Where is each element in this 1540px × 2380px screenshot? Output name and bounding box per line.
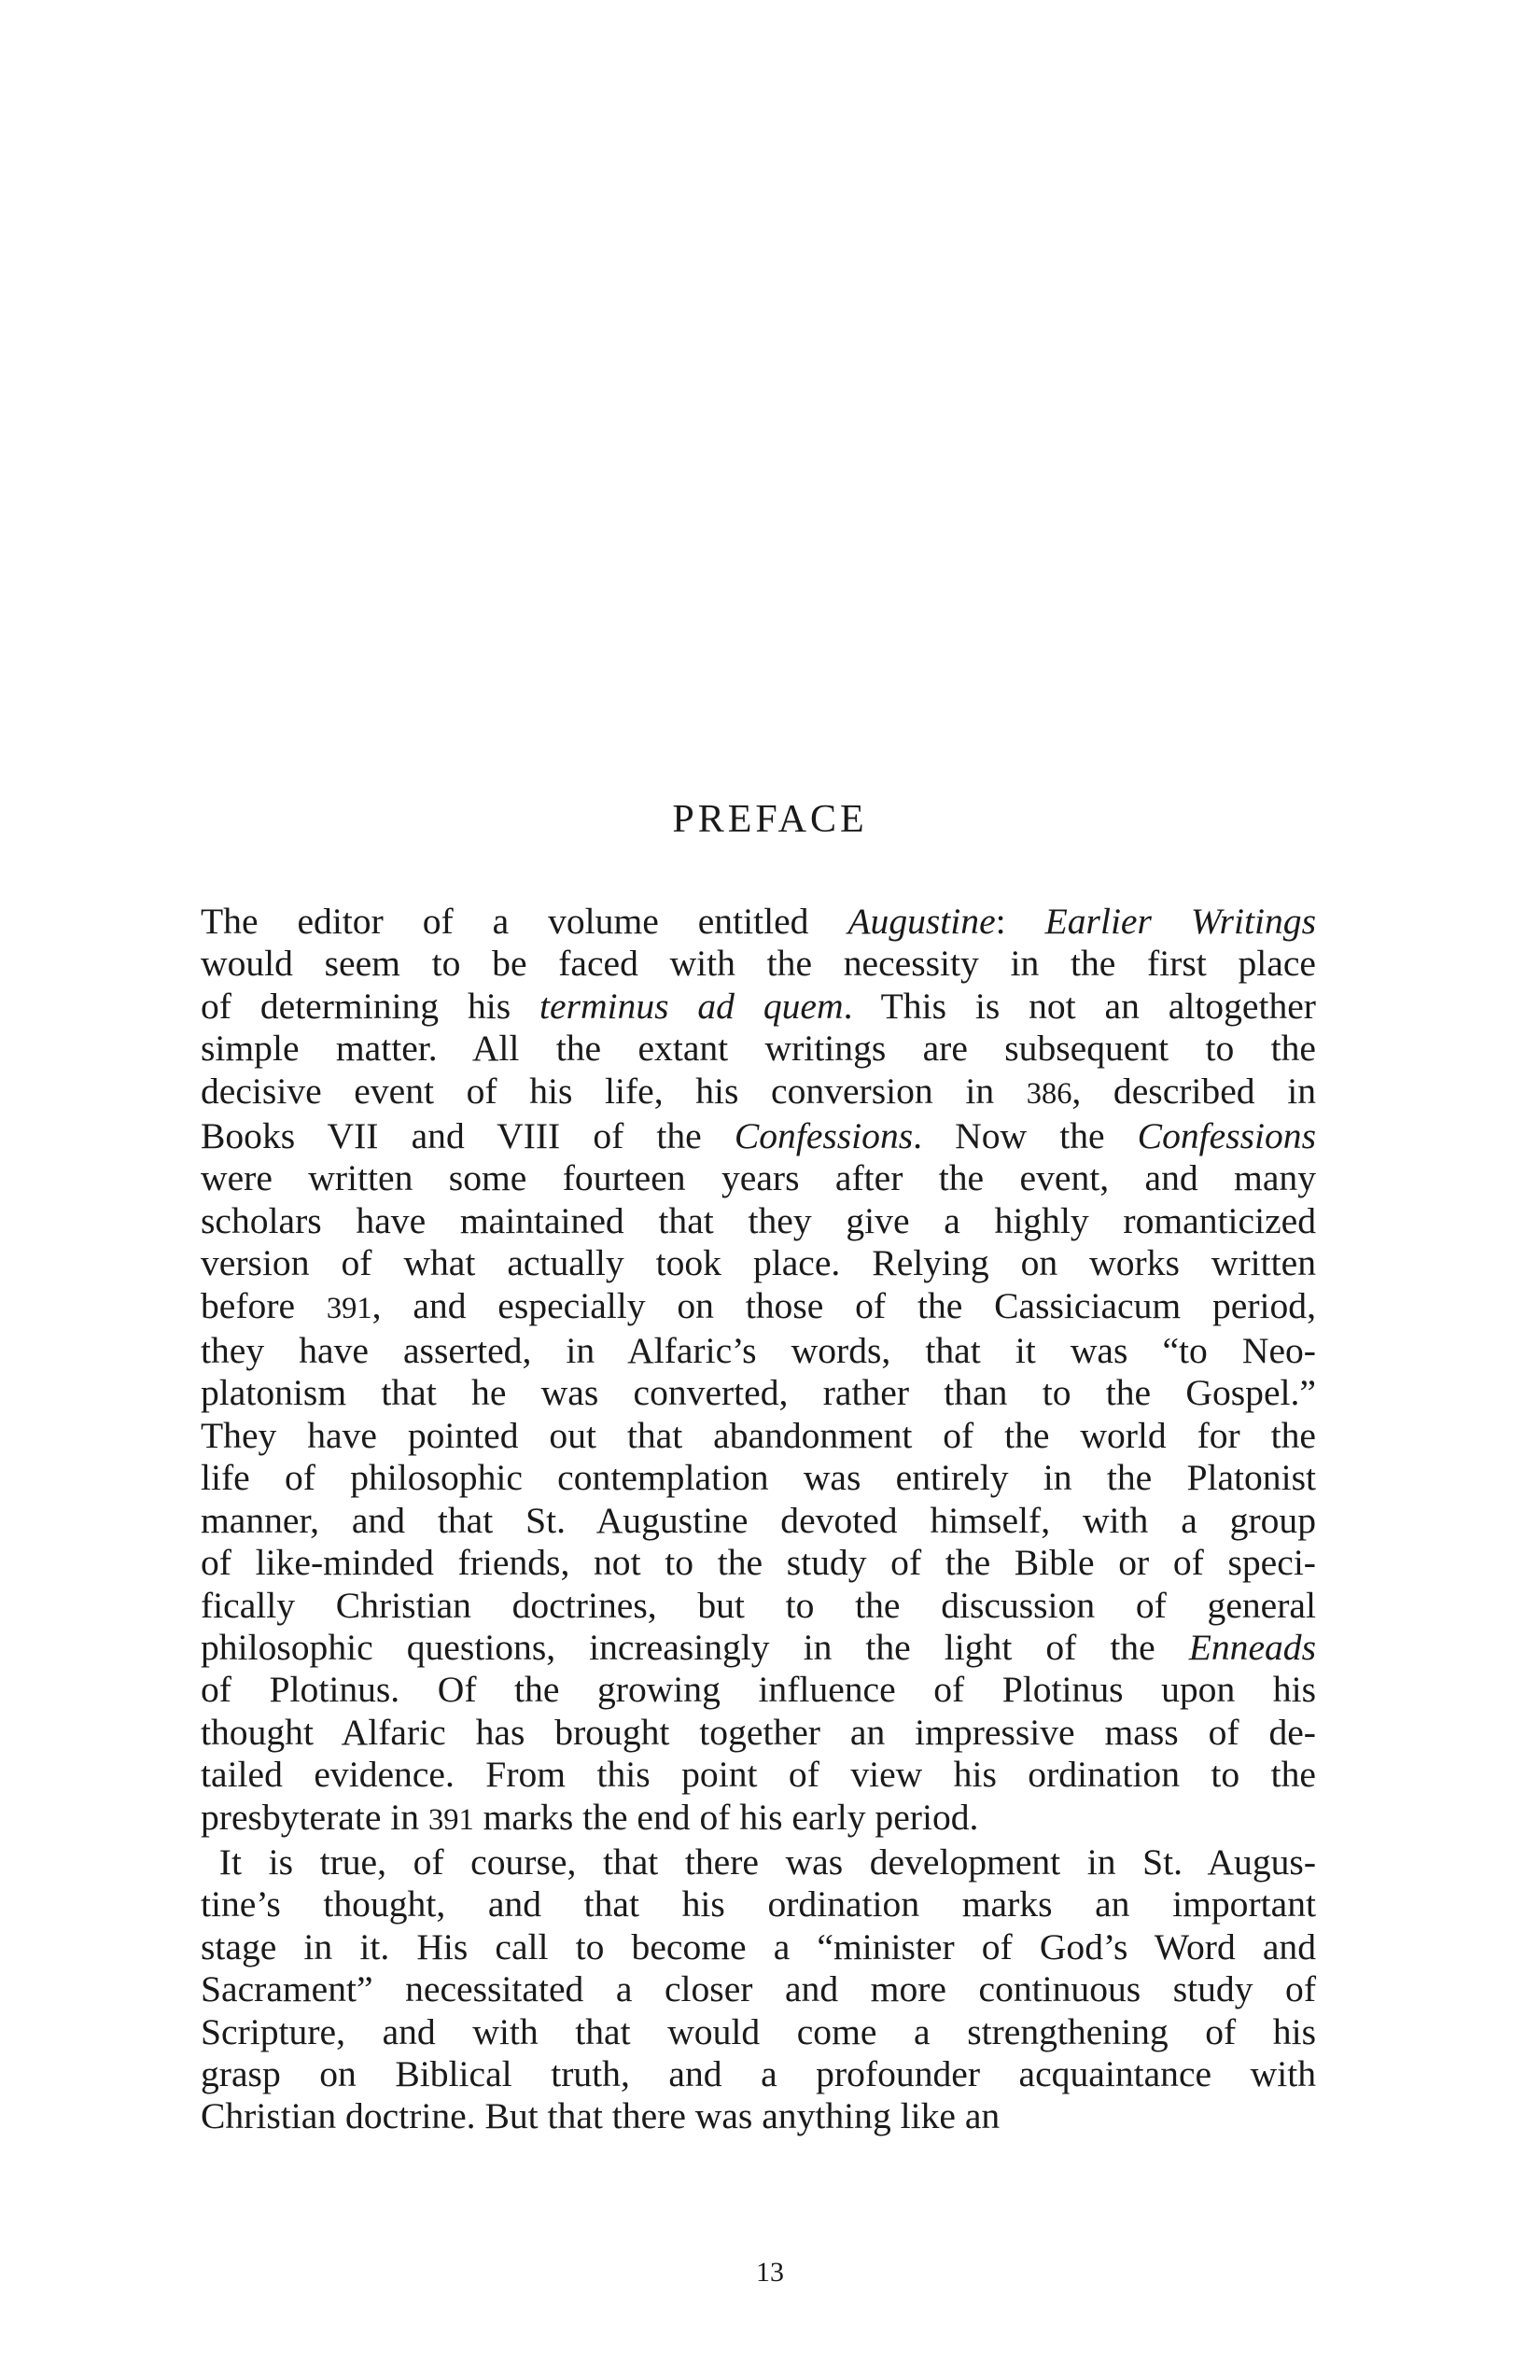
text-line xyxy=(201,1457,1316,1499)
paragraph xyxy=(201,901,1316,1841)
text-run: version of what actually took place. Relying on works written xyxy=(201,1242,1316,1284)
text-line xyxy=(201,1841,1316,1883)
text-run: fically Christian doctrines, but to the discussion of general xyxy=(201,1584,1316,1626)
text-line xyxy=(201,1242,1316,1284)
text-run: Books VII and VIII of the xyxy=(201,1115,735,1157)
text-line xyxy=(201,1157,1316,1199)
text-run: of like-minded friends, not to the study of the Bible or of speci- xyxy=(201,1542,1316,1584)
text-run: simple matter. All the extant writings are subsequent to the xyxy=(201,1028,1316,1070)
text-run: platonism that he was converted, rather than to the Gospel.” xyxy=(201,1372,1316,1414)
text-line xyxy=(201,1200,1316,1242)
italic-text: Confessions xyxy=(1137,1115,1316,1157)
text-run: manner, and that St. Augustine devoted himself, with a group xyxy=(201,1499,1316,1541)
page-title: PREFACE xyxy=(672,798,868,841)
text-run: grasp on Biblical truth, and a profounder acquaintance with xyxy=(201,2052,1316,2094)
text-run: of Plotinus. Of the growing influence of Plotinus upon his xyxy=(201,1669,1316,1711)
text-line xyxy=(201,2095,1316,2137)
paragraph xyxy=(201,1841,1316,2138)
text-run: would seem to be faced with the necessity in the first place xyxy=(201,943,1316,985)
text-line xyxy=(201,1669,1316,1711)
text-line xyxy=(201,1585,1316,1627)
text-run: The editor of a volume entitled xyxy=(201,901,848,942)
text-line xyxy=(201,986,1316,1028)
text-run: presbyterate in xyxy=(201,1796,428,1838)
text-run: Sacrament” necessitated a closer and more continuous study of xyxy=(201,1968,1316,2010)
text-run: philosophic questions, increasingly in the light of the xyxy=(201,1626,1189,1668)
text-run: they have asserted, in Alfaric’s words, that it was “to Neo- xyxy=(201,1330,1316,1372)
text-line xyxy=(201,1500,1316,1542)
text-run: tailed evidence. From this point of view his ordination to the xyxy=(201,1754,1316,1796)
text-run: marks the end of his early period. xyxy=(473,1796,979,1838)
text-run: 391 xyxy=(427,1802,474,1837)
text-run: tine’s thought, and that his ordination marks an important xyxy=(201,1883,1316,1925)
text-run: It is true, of course, that there was development in St. Augus- xyxy=(218,1841,1316,1883)
text-run: were written some fourteen years after the event, and many xyxy=(201,1157,1316,1199)
text-run: 391 xyxy=(326,1291,372,1325)
text-run: before xyxy=(201,1284,327,1326)
text-run: stage in it. His call to become a “minister of God’s Word and xyxy=(201,1925,1316,1967)
text-run: of determining his xyxy=(201,985,539,1027)
italic-text: terminus ad quem xyxy=(539,985,844,1027)
text-run: , and especially on those of the Cassiciacum period, xyxy=(371,1284,1316,1326)
text-line xyxy=(201,1071,1316,1115)
text-line xyxy=(201,1415,1316,1457)
body-text xyxy=(201,901,1316,2138)
text-run: 386 xyxy=(1026,1076,1072,1111)
text-line xyxy=(201,1542,1316,1584)
text-line xyxy=(201,1627,1316,1669)
text-line xyxy=(201,1372,1316,1414)
text-line xyxy=(201,901,1316,943)
text-line xyxy=(201,943,1316,985)
italic-text: Enneads xyxy=(1188,1626,1316,1668)
text-run: Christian doctrine. But that there was anything like an xyxy=(201,2095,1001,2137)
text-line xyxy=(201,2053,1316,2095)
text-run: life of philosophic contemplation was entirely in the Platonist xyxy=(201,1457,1316,1499)
text-line xyxy=(201,1712,1316,1754)
page-number: 13 xyxy=(756,2257,784,2288)
text-run: They have pointed out that abandonment of the world for the xyxy=(201,1414,1316,1456)
text-run: : xyxy=(995,901,1045,942)
text-run: thought Alfaric has brought together an impressive mass of de- xyxy=(201,1711,1316,1753)
text-line xyxy=(201,1028,1316,1070)
text-run: . This is not an altogether xyxy=(843,985,1316,1027)
text-line xyxy=(201,1115,1316,1157)
text-run: scholars have maintained that they give a highly romanticized xyxy=(201,1199,1316,1241)
text-run: . Now the xyxy=(913,1115,1138,1157)
text-run: Scripture, and with that would come a strengthening of his xyxy=(201,2010,1316,2052)
text-line xyxy=(201,1754,1316,1796)
text-run: decisive event of his life, his conversion in xyxy=(201,1070,1027,1112)
text-line xyxy=(201,1883,1316,1925)
text-line xyxy=(201,1285,1316,1330)
text-line xyxy=(201,1926,1316,1968)
italic-text: Earlier Writings xyxy=(1044,901,1316,942)
text-line xyxy=(201,2011,1316,2053)
italic-text: Confessions xyxy=(734,1115,914,1157)
text-line xyxy=(201,1968,1316,2010)
text-run: , described in xyxy=(1071,1070,1316,1112)
italic-text: Augustine xyxy=(847,901,996,942)
text-line xyxy=(201,1797,1316,1841)
text-line xyxy=(201,1330,1316,1372)
